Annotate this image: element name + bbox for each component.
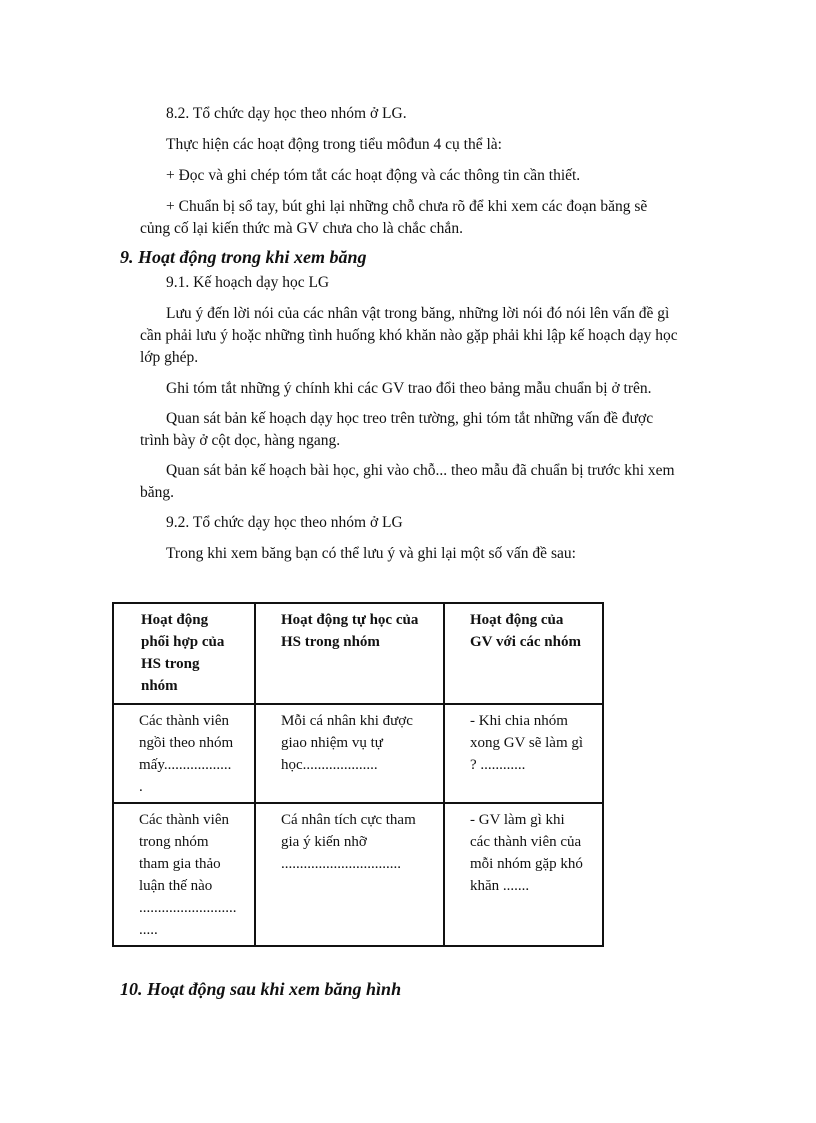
cell-line: mỗi nhóm gặp khó (470, 856, 583, 872)
section-9-heading: 9. Hoạt động trong khi xem băng (120, 247, 367, 267)
cell-line: các thành viên của (470, 834, 582, 850)
header-line: Hoạt động tự học của (281, 612, 419, 628)
cell-line: Các thành viên (139, 713, 229, 729)
sec8-bullet-2-line-2: củng cố lại kiến thức mà GV chưa cho là chắc chắn. (140, 220, 463, 237)
cell-line: luận thế nào (139, 878, 213, 894)
sec9-p5: Trong khi xem băng bạn có thể lưu ý và ghi lại một số vấn đề sau: (166, 545, 576, 562)
cell-line: ................................ (281, 856, 401, 872)
cell-line: ? ............ (470, 757, 526, 773)
section-10-heading: 10. Hoạt động sau khi xem băng hình (120, 979, 402, 999)
sec9-p1-line-2: cần phải lưu ý hoặc những tình huống khó khăn nào gặp phải khi lập kế hoạch dạy học (140, 327, 678, 344)
table-cell (444, 704, 603, 803)
item-8-2: 8.2. Tổ chức dạy học theo nhóm ở LG. (166, 105, 407, 122)
cell-line: trong nhóm (139, 834, 209, 850)
cell-line: khăn ....... (470, 878, 530, 894)
sec9-p3-line-2: trình bày ở cột dọc, hàng ngang. (140, 432, 341, 449)
table-cell (255, 704, 444, 803)
sec9-p4-line-2: băng. (140, 484, 175, 501)
sec8-bullet-1: + Đọc và ghi chép tóm tắt các hoạt động và các thông tin cần thiết. (166, 167, 581, 184)
cell-line: ..... (139, 922, 158, 938)
cell-line: - Khi chia nhóm (470, 713, 568, 729)
sec8-bullet-2-line-1: + Chuẩn bị sổ tay, bút ghi lại những chỗ chưa rõ để khi xem các đoạn băng sẽ (166, 198, 648, 215)
header-cell-self-study (255, 603, 444, 704)
cell-line: xong GV sẽ làm gì (470, 735, 584, 751)
header-line: nhóm (141, 678, 178, 694)
sec9-p1-line-3: lớp ghép. (140, 349, 199, 366)
cell-line: mấy.................. (139, 757, 232, 773)
table-cell (444, 803, 603, 946)
table-header-row (113, 603, 603, 704)
sec9-p1-line-1: Lưu ý đến lời nói của các nhân vật trong băng, những lời nói đó nói lên vấn đề gì (166, 305, 670, 322)
header-line: Hoạt động của (470, 612, 564, 628)
header-line: HS trong (141, 656, 200, 672)
cell-line: ngồi theo nhóm (139, 735, 234, 751)
cell-line: Cá nhân tích cực tham (281, 812, 416, 828)
sec9-p4-line-1: Quan sát bản kế hoạch bài học, ghi vào chỗ... theo mẫu đã chuẩn bị trước khi xem (166, 462, 675, 479)
table-row (113, 704, 603, 803)
cell-line: gia ý kiến nhỡ (281, 834, 367, 850)
table-cell (113, 704, 255, 803)
sec9-p2: Ghi tóm tắt những ý chính khi các GV trao đổi theo bảng mẫu chuẩn bị ở trên. (166, 380, 652, 397)
sec8-intro: Thực hiện các hoạt động trong tiểu môđun 4 cụ thể là: (166, 136, 502, 153)
cell-line: học.................... (281, 757, 378, 773)
sec9-p3-line-1: Quan sát bản kế hoạch dạy học treo trên tường, ghi tóm tắt những vấn đề được (166, 410, 654, 427)
header-cell-student-coordination (113, 603, 255, 704)
cell-line: - GV làm gì khi (470, 812, 565, 828)
cell-line: . (139, 779, 143, 795)
activities-table (112, 602, 604, 947)
cell-line: tham gia thảo (139, 856, 221, 872)
cell-line: .......................... (139, 900, 237, 916)
header-line: GV với các nhóm (470, 634, 581, 650)
cell-line: giao nhiệm vụ tự (281, 735, 383, 751)
table-cell (255, 803, 444, 946)
item-9-2: 9.2. Tổ chức dạy học theo nhóm ở LG (166, 514, 403, 531)
table-row (113, 803, 603, 946)
header-line: Hoạt động (141, 612, 209, 628)
cell-line: Các thành viên (139, 812, 229, 828)
table-cell (113, 803, 255, 946)
cell-line: Mỗi cá nhân khi được (281, 713, 413, 729)
header-line: HS trong nhóm (281, 634, 380, 650)
header-cell-teacher (444, 603, 603, 704)
header-line: phối hợp của (141, 634, 225, 650)
item-9-1: 9.1. Kế hoạch dạy học LG (166, 274, 330, 291)
